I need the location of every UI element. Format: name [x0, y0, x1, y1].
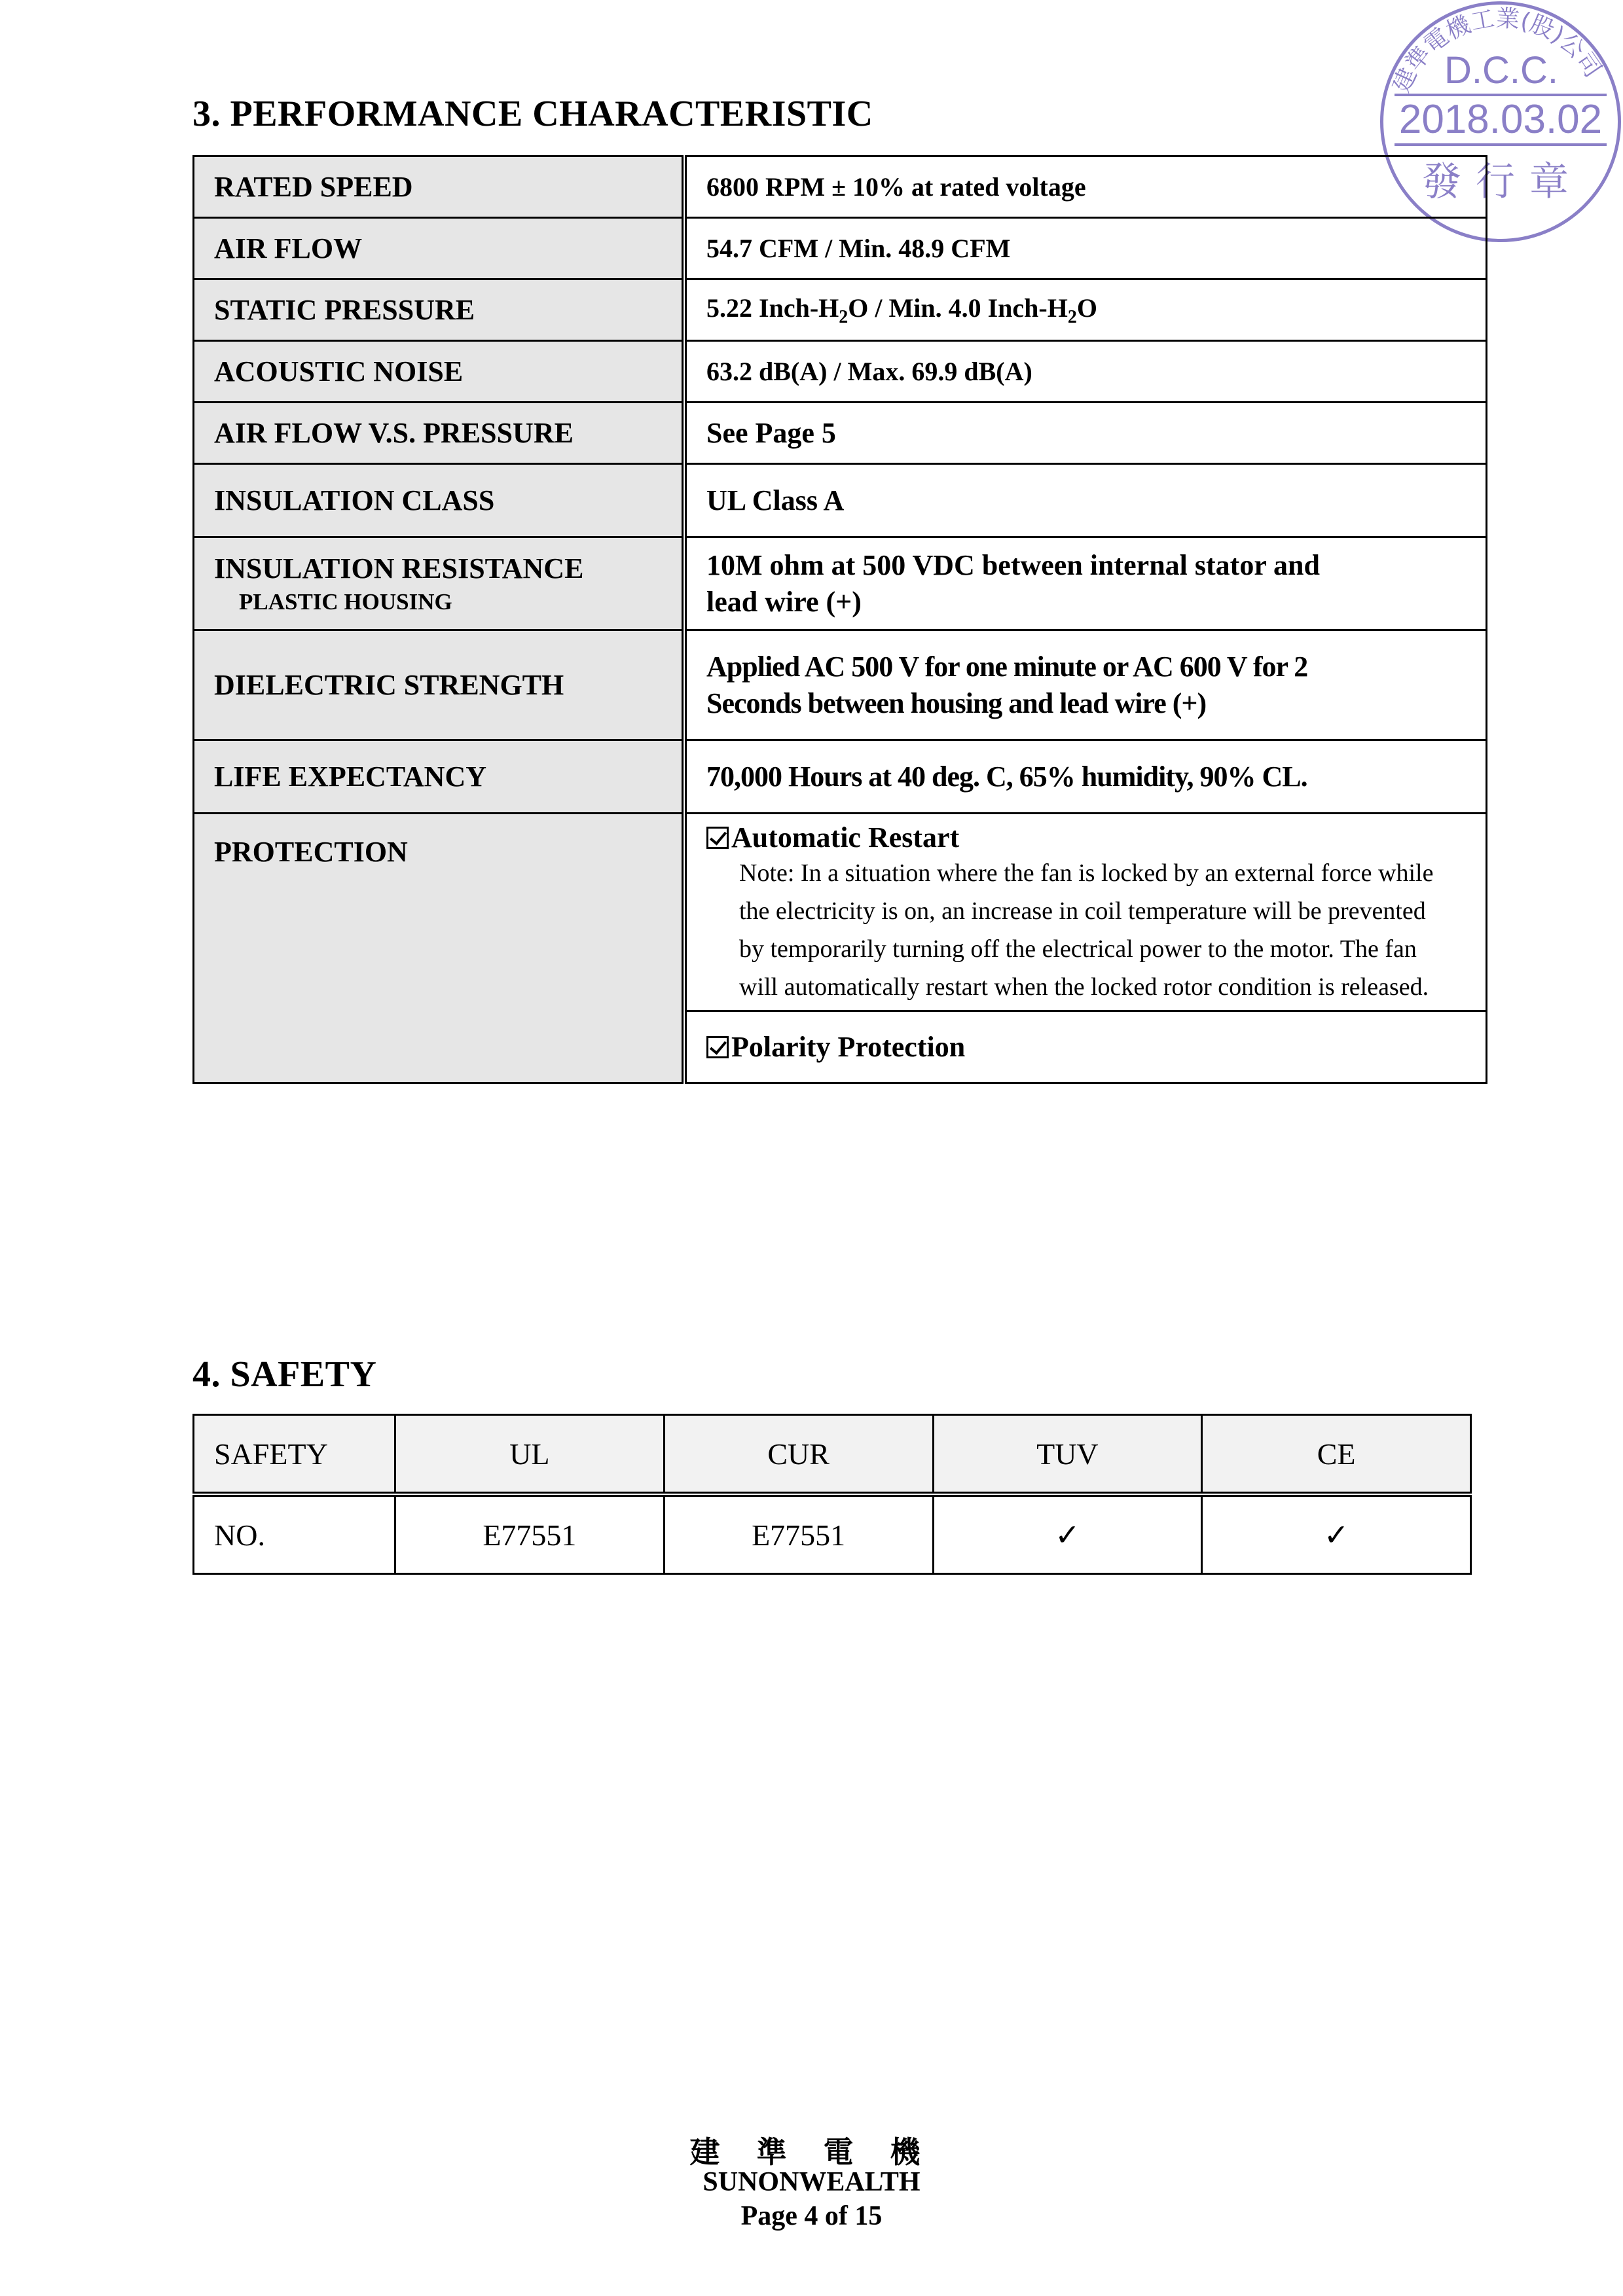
row-value: 63.2 dB(A) / Max. 69.9 dB(A)	[684, 341, 1487, 403]
checkbox-checked-icon	[706, 1036, 729, 1058]
stamp-date: 2018.03.02	[1395, 94, 1607, 146]
check-icon: ✓	[1202, 1494, 1471, 1574]
footer-page-number: Page 4 of 15	[740, 2201, 883, 2231]
table-row	[194, 1494, 1471, 1574]
table-row	[194, 464, 1487, 537]
protection-restart: Automatic Restart Note: In a situation where the fan is locked by an external force while the electricity is on, an increase in coil temperature will be prevented by temporarily turning off the electrical power to the motor. The fan will automatically restart when the locked rotor condition is released.	[684, 814, 1487, 1011]
header-cell: UL	[395, 1415, 665, 1495]
header-cell: TUV	[933, 1415, 1202, 1495]
check-icon: ✓	[933, 1494, 1202, 1574]
stamp-caption: 發行章	[1422, 159, 1583, 205]
performance-section-title: 3. PERFORMANCE CHARACTERISTIC	[192, 94, 873, 134]
table-header-row	[194, 1415, 1471, 1495]
row-value: Applied AC 500 V for one minute or AC 600 V for 2 Seconds between housing and lead wire (+)	[684, 630, 1487, 740]
safety-section-title: 4. SAFETY	[192, 1354, 377, 1395]
row-label: ACOUSTIC NOISE	[194, 341, 685, 403]
row-label: DIELECTRIC STRENGTH	[194, 630, 685, 740]
row-sublabel: PLASTIC HOUSING	[239, 589, 452, 615]
table-cell: E77551	[395, 1494, 665, 1574]
checkbox-checked-icon	[706, 827, 729, 849]
row-label: AIR FLOW	[194, 218, 685, 279]
table-row	[194, 341, 1487, 403]
stamp-code: D.C.C.	[1444, 49, 1558, 92]
footer-company-en: SUNONWEALTH	[702, 2167, 921, 2197]
table-row	[194, 279, 1487, 341]
performance-table	[192, 155, 1487, 1084]
table-row	[194, 537, 1487, 630]
header-cell: SAFETY	[194, 1415, 395, 1495]
row-value: 5.22 Inch-$H_2O$ / Min. 4.0 Inch-$H_2O$	[684, 279, 1487, 341]
row-label: INSULATION RESISTANCE PLASTIC HOUSING	[194, 537, 685, 630]
table-row	[194, 218, 1487, 279]
row-label: AIR FLOW V.S. PRESSURE	[194, 403, 685, 464]
safety-table	[192, 1414, 1472, 1575]
protection-note: Note: In a situation where the fan is locked by an external force while the electricity is on, an increase in coil temperature will be prevented by temporarily turning off the electrical power to the motor. The fan will automatically restart when the locked rotor condition is released.	[739, 859, 1434, 1001]
table-row	[194, 156, 1487, 218]
footer-company-cn: 建 準 電 機	[689, 2134, 934, 2170]
row-label: INSULATION CLASS	[194, 464, 685, 537]
row-value: See Page 5	[684, 403, 1487, 464]
table-cell: NO.	[194, 1494, 395, 1574]
protection-label: PROTECTION	[194, 814, 685, 1083]
row-value: UL Class A	[684, 464, 1487, 537]
table-row	[194, 630, 1487, 740]
row-value: 54.7 CFM / Min. 48.9 CFM	[684, 218, 1487, 279]
row-value: 10M ohm at 500 VDC between internal stator and lead wire (+)	[684, 537, 1487, 630]
header-cell: CUR	[664, 1415, 933, 1495]
table-cell: E77551	[664, 1494, 933, 1574]
table-row	[194, 740, 1487, 814]
protection-polarity: Polarity Protection	[684, 1011, 1487, 1083]
header-cell: CE	[1202, 1415, 1471, 1495]
row-label: LIFE EXPECTANCY	[194, 740, 685, 814]
row-value: 70,000 Hours at 40 deg. C, 65% humidity, 90% CL.	[684, 740, 1487, 814]
row-value: 6800 RPM ± 10% at rated voltage	[684, 156, 1487, 218]
table-row	[194, 403, 1487, 464]
stamp-company-text: 建準電機工業(股)公司	[1388, 5, 1607, 97]
row-label: STATIC PRESSURE	[194, 279, 685, 341]
table-row	[194, 814, 1487, 1011]
row-label: RATED SPEED	[194, 156, 685, 218]
